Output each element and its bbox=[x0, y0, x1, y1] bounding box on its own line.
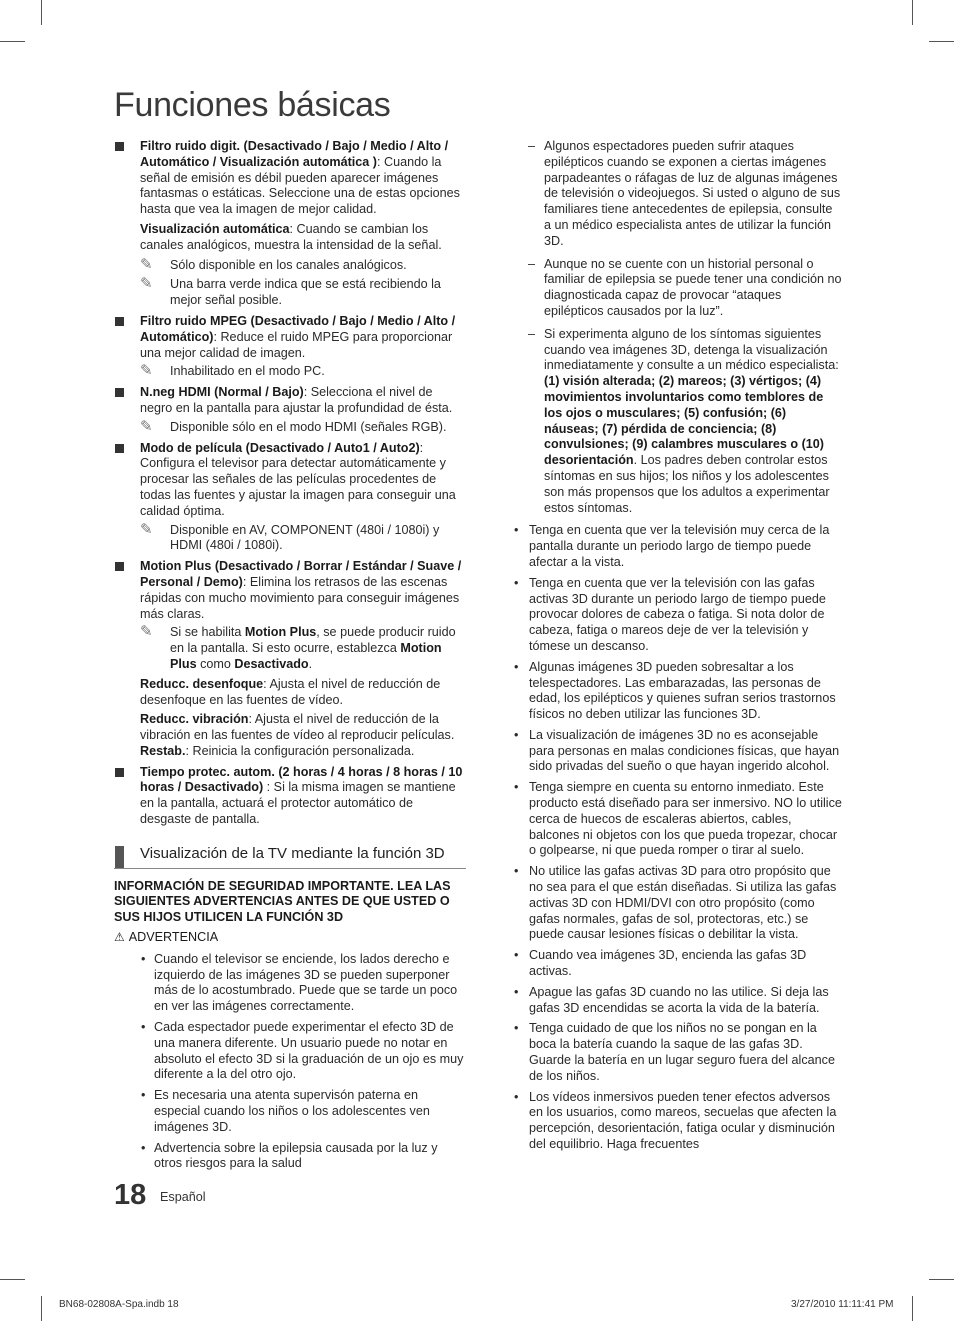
bullet-item bbox=[512, 576, 842, 655]
item-text: : Configura el televisor para detectar automáticamente y procesar las señales de las películas procedentes de todas las fuentes y ajustar la imagen para conseguir una calidad óptima. bbox=[140, 440, 456, 518]
bullet-item bbox=[512, 1090, 842, 1153]
note bbox=[140, 417, 466, 436]
bullet-dot: • bbox=[514, 1089, 519, 1104]
dash-item bbox=[512, 257, 842, 320]
note bbox=[140, 277, 466, 309]
bullet-item bbox=[512, 864, 842, 943]
warning-triangle-icon: ⚠ bbox=[114, 930, 125, 945]
note-bold: Motion Plus bbox=[170, 641, 442, 671]
bullet-item bbox=[512, 1021, 842, 1084]
bullet-dot: • bbox=[514, 659, 519, 674]
crop-mark bbox=[41, 1296, 42, 1321]
note-text: . bbox=[308, 656, 313, 671]
section-title: Visualización de la TV mediante la función 3D bbox=[140, 844, 445, 862]
menu-item-nneg-hdmi bbox=[114, 385, 466, 435]
sub-head: Reducc. vibración bbox=[140, 712, 249, 727]
square-bullet-icon bbox=[115, 768, 124, 777]
bullet-item bbox=[512, 523, 842, 570]
left-bullet-list bbox=[114, 952, 466, 1172]
item-head: Tiempo protec. autom. (2 horas / 4 horas / 8 horas / 10 horas / Desactivado) bbox=[140, 764, 463, 795]
bullet-text: Cada espectador puede experimentar el efecto 3D de una manera diferente. Un usuario puede no notar en absoluto el efecto 3D si la graduación de un ojo es muy diferente a la del otro ojo. bbox=[154, 1020, 464, 1082]
item-text: : Cuando la señal de emisión es débil pueden aparecer imágenes fantasmas o estáticas. Seleccione una de estas opciones hasta que vea la imagen de mejor calidad. bbox=[140, 154, 460, 217]
bullet-dot: • bbox=[141, 1088, 146, 1103]
warning-label bbox=[114, 930, 466, 946]
bullet-item bbox=[512, 780, 842, 859]
bullet-text: Tenga en cuenta que ver la televisión muy cerca de la pantalla durante un periodo largo de tiempo puede afectar a la vista. bbox=[529, 523, 830, 569]
note-text: , se puede producir ruido en la pantalla. Si esto ocurre, establezca bbox=[170, 625, 456, 656]
crop-mark bbox=[929, 41, 954, 42]
footer-file-info: BN68-02808A-Spa.indb 18 bbox=[59, 1299, 179, 1310]
dash-item bbox=[512, 139, 842, 250]
bullet-item bbox=[114, 952, 466, 1015]
bullet-text: La visualización de imágenes 3D no es aconsejable para personas en malas condiciones físicas, que hayan sido privadas del sueño o que hayan ingerido alcohol. bbox=[529, 727, 840, 774]
bullet-dot: • bbox=[514, 864, 519, 879]
dash-text: Algunos espectadores pueden sufrir ataques epilépticos cuando se exponen a ciertas imágenes parpadeantes o ráfagas de luz de algunas imágenes de televisión o videojuegos. Si usted o alguno de sus familiares tiene antecedentes de epilepsia, consulte a un médico especialista antes de utilizar la función 3D. bbox=[544, 139, 841, 248]
item-head: N.neg HDMI (Normal / Bajo) bbox=[140, 385, 304, 400]
pencil-icon: ✎ bbox=[140, 362, 153, 380]
bullet-text: Algunas imágenes 3D pueden sobresaltar a los telespectadores. Las embarazadas, las personas de edad, los epilépticos y quienes sufran serios trastornos físicos no deben utilizar las funciones 3D. bbox=[529, 659, 836, 722]
bullet-dot: • bbox=[141, 1020, 146, 1035]
menu-item-motion-plus bbox=[114, 559, 466, 760]
bullet-dot: • bbox=[514, 780, 519, 795]
bullet-text: Es necesaria una atenta supervisón paterna en especial cuando los niños o los adolescentes ven imágenes 3D. bbox=[154, 1088, 430, 1134]
page-title: Funciones básicas bbox=[114, 86, 391, 124]
safety-heading: INFORMACIÓN DE SEGURIDAD IMPORTANTE. LEA LAS SIGUIENTES ADVERTENCIAS ANTES DE QUE USTED O SUS HIJOS UTILICEN LA FUNCIÓN 3D bbox=[114, 878, 451, 925]
menu-item-filtro-mpeg bbox=[114, 314, 466, 380]
right-column bbox=[512, 139, 842, 1158]
item-head: Filtro ruido MPEG (Desactivado / Bajo / Medio / Alto / Automático) bbox=[140, 313, 456, 344]
item-text: : Elimina los retrasos de las escenas rápidas con mucho movimiento para conseguir imágenes más claras. bbox=[140, 574, 460, 621]
square-bullet-icon bbox=[115, 562, 124, 571]
bullet-dot: • bbox=[514, 948, 519, 963]
note-text: Si se habilita bbox=[170, 625, 245, 640]
item-head: Motion Plus (Desactivado / Borrar / Estándar / Suave / Personal / Demo) bbox=[140, 559, 462, 589]
item-text: : Reduce el ruido MPEG para proporcionar una mejor calidad de imagen. bbox=[140, 329, 453, 360]
footer-timestamp: 3/27/2010 11:11:41 PM bbox=[791, 1299, 894, 1310]
bullet-item bbox=[512, 948, 842, 980]
right-bullet-list bbox=[512, 523, 842, 1152]
bullet-item bbox=[512, 728, 842, 775]
left-column bbox=[114, 139, 466, 1177]
square-bullet-icon bbox=[115, 388, 124, 397]
note bbox=[140, 364, 466, 380]
item-text: : Si la misma imagen se mantiene en la pantalla, actuará el protector automático de desgaste de pantalla. bbox=[140, 780, 456, 827]
note bbox=[140, 520, 466, 555]
sub-text: : Reinicia la configuración personalizada. bbox=[185, 743, 415, 758]
bullet-text: Advertencia sobre la epilepsia causada por la luz y otros riesgos para la salud bbox=[154, 1140, 438, 1171]
bullet-item bbox=[512, 660, 842, 723]
bullet-text: Tenga en cuenta que ver la televisión con las gafas activas 3D durante un periodo largo de tiempo puede provocar dolores de cabeza o fatiga. Si nota dolor de cabeza, fatiga o mareos deje de ver la televisión y tómese un descanso. bbox=[529, 575, 826, 653]
square-bullet-icon bbox=[115, 444, 124, 453]
page-number: 18 bbox=[114, 1179, 147, 1211]
crop-mark bbox=[912, 0, 913, 25]
note bbox=[140, 255, 466, 274]
menu-item-tiempo-protec bbox=[114, 765, 466, 828]
section-bar-icon bbox=[115, 846, 124, 868]
dash-text: Si experimenta alguno de los síntomas siguientes cuando vea imágenes 3D, detenga la visualización inmediatamente y consulte a un médico especialista: bbox=[544, 326, 839, 373]
sub-text: : Ajusta el nivel de reducción de desenfoque en las fuentes de vídeo. bbox=[140, 676, 441, 707]
bullet-dot: • bbox=[514, 984, 519, 999]
sub-head: Visualización automática bbox=[140, 221, 290, 236]
warning-text: ADVERTENCIA bbox=[128, 930, 219, 945]
sub-item bbox=[140, 712, 466, 759]
dash-marker: – bbox=[528, 256, 536, 271]
bullet-dot: • bbox=[514, 523, 519, 538]
bullet-dot: • bbox=[141, 1140, 146, 1155]
sub-text: : Ajusta el nivel de reducción de la vibración en las fuentes de vídeo al reproducir películas. bbox=[140, 712, 455, 743]
note-bold: Desactivado bbox=[234, 656, 309, 671]
pencil-icon: ✎ bbox=[140, 417, 153, 435]
pencil-icon: ✎ bbox=[140, 520, 153, 538]
bullet-dot: • bbox=[514, 575, 519, 590]
menu-item-filtro-ruido bbox=[114, 139, 466, 309]
sub-head: Restab. bbox=[140, 743, 186, 758]
bullet-item bbox=[114, 1088, 466, 1135]
bullet-item bbox=[114, 1020, 466, 1083]
bullet-text: Cuando el televisor se enciende, los lados derecho e izquierdo de las imágenes 3D se pueden superponer más de lo acostumbrado. Puede que se tarde un poco en ver las imágenes correctamente. bbox=[154, 951, 458, 1014]
sub-item bbox=[140, 677, 466, 709]
crop-mark bbox=[912, 1296, 913, 1321]
sub-item bbox=[140, 222, 466, 254]
item-head: Filtro ruido digit. (Desactivado / Bajo / Medio / Alto / Automático / Visualización automática ) bbox=[140, 139, 449, 169]
bullet-text: No utilice las gafas activas 3D para otro propósito que no sea para el que están diseñadas. Si utiliza las gafas activas 3D con HDMI/DVI con otro propósito (como gafas normales, gafas de sol, protectoras, etc.) se puede causar lesiones físicas o debilitar la vista. bbox=[529, 864, 837, 942]
bullet-item bbox=[512, 985, 842, 1017]
sub-text: : Cuando se cambian los canales analógicos, muestra la intensidad de la señal. bbox=[140, 221, 442, 252]
note-text: Disponible sólo en el modo HDMI (señales RGB). bbox=[170, 419, 447, 434]
bullet-dot: • bbox=[514, 1021, 519, 1036]
note bbox=[140, 625, 466, 672]
dash-item bbox=[512, 327, 842, 517]
dash-text: Aunque no se cuente con un historial personal o familiar de epilepsia se puede tener una condición no diagnosticada capaz de provocar “ataques epilépticos causados por la luz”. bbox=[544, 256, 842, 318]
bullet-item bbox=[114, 1141, 466, 1173]
item-head: Modo de película (Desactivado / Auto1 / Auto2) bbox=[140, 440, 420, 455]
menu-item-modo-pelicula bbox=[114, 441, 466, 555]
bullet-dot: • bbox=[514, 727, 519, 742]
note-text: como bbox=[196, 656, 235, 671]
bullet-text: Tenga cuidado de que los niños no se pongan en la boca la batería cuando la saque de las gafas 3D. Guarde la batería en un lugar seguro fuera del alcance de los niños. bbox=[529, 1021, 835, 1083]
bullet-text: Apague las gafas 3D cuando no las utilice. Si deja las gafas 3D encendidas se acorta la vida de la batería. bbox=[529, 984, 829, 1015]
item-text: : Selecciona el nivel de negro en la pantalla para ajustar la profundidad de ésta. bbox=[140, 385, 453, 415]
sub-head: Reducc. desenfoque bbox=[140, 676, 264, 691]
pencil-icon: ✎ bbox=[140, 623, 153, 641]
note-text: Disponible en AV, COMPONENT (480i / 1080i) y HDMI (480i / 1080i). bbox=[170, 522, 440, 553]
symptoms-list: (1) visión alterada; (2) mareos; (3) vértigos; (4) movimientos involuntarios como temblores de los ojos o musculares; (5) confusión; (6) náuseas; (7) pérdida de conciencia; (8) convulsiones; (9) calambres musculares o (10) desorientación bbox=[544, 374, 824, 468]
note-text: Sólo disponible en los canales analógicos. bbox=[170, 257, 407, 272]
square-bullet-icon bbox=[115, 142, 124, 151]
bullet-dot: • bbox=[141, 951, 146, 966]
note-bold: Motion Plus bbox=[244, 625, 317, 640]
crop-mark bbox=[0, 41, 25, 42]
pencil-icon: ✎ bbox=[140, 255, 153, 273]
section-heading bbox=[114, 846, 466, 869]
pencil-icon: ✎ bbox=[140, 275, 153, 293]
dash-marker: – bbox=[528, 139, 536, 153]
crop-mark bbox=[0, 1279, 25, 1280]
crop-mark bbox=[41, 0, 42, 25]
square-bullet-icon bbox=[115, 317, 124, 326]
bullet-text: Tenga siempre en cuenta su entorno inmediato. Este producto está diseñado para ser inmersivo. NO lo utilice cerca de huecos de escaleras abiertos, cables, balcones ni objetos con los que pueda tropezar, chocar o golpearse, ni que pueda romper o tirar al suelo. bbox=[529, 780, 842, 858]
dash-text: . Los padres deben controlar estos síntomas en sus hijos; los niños y los adolescentes son más propensos que los adultos a experimentar estos síntomas. bbox=[544, 453, 830, 515]
crop-mark bbox=[929, 1279, 954, 1280]
language-label: Español bbox=[160, 1190, 206, 1204]
bullet-text: Cuando vea imágenes 3D, encienda las gafas 3D activas. bbox=[529, 948, 807, 979]
bullet-text: Los vídeos inmersivos pueden tener efectos adversos en los usuarios, como mareos, secuelas que afecten la percepción, desorientación, fatiga ocular y disminución del equilibrio. Haga frecuentes bbox=[529, 1089, 837, 1152]
note-text: Una barra verde indica que se está recibiendo la mejor señal posible. bbox=[170, 277, 441, 308]
note-text: Inhabilitado en el modo PC. bbox=[170, 364, 325, 379]
dash-marker: – bbox=[528, 326, 536, 341]
